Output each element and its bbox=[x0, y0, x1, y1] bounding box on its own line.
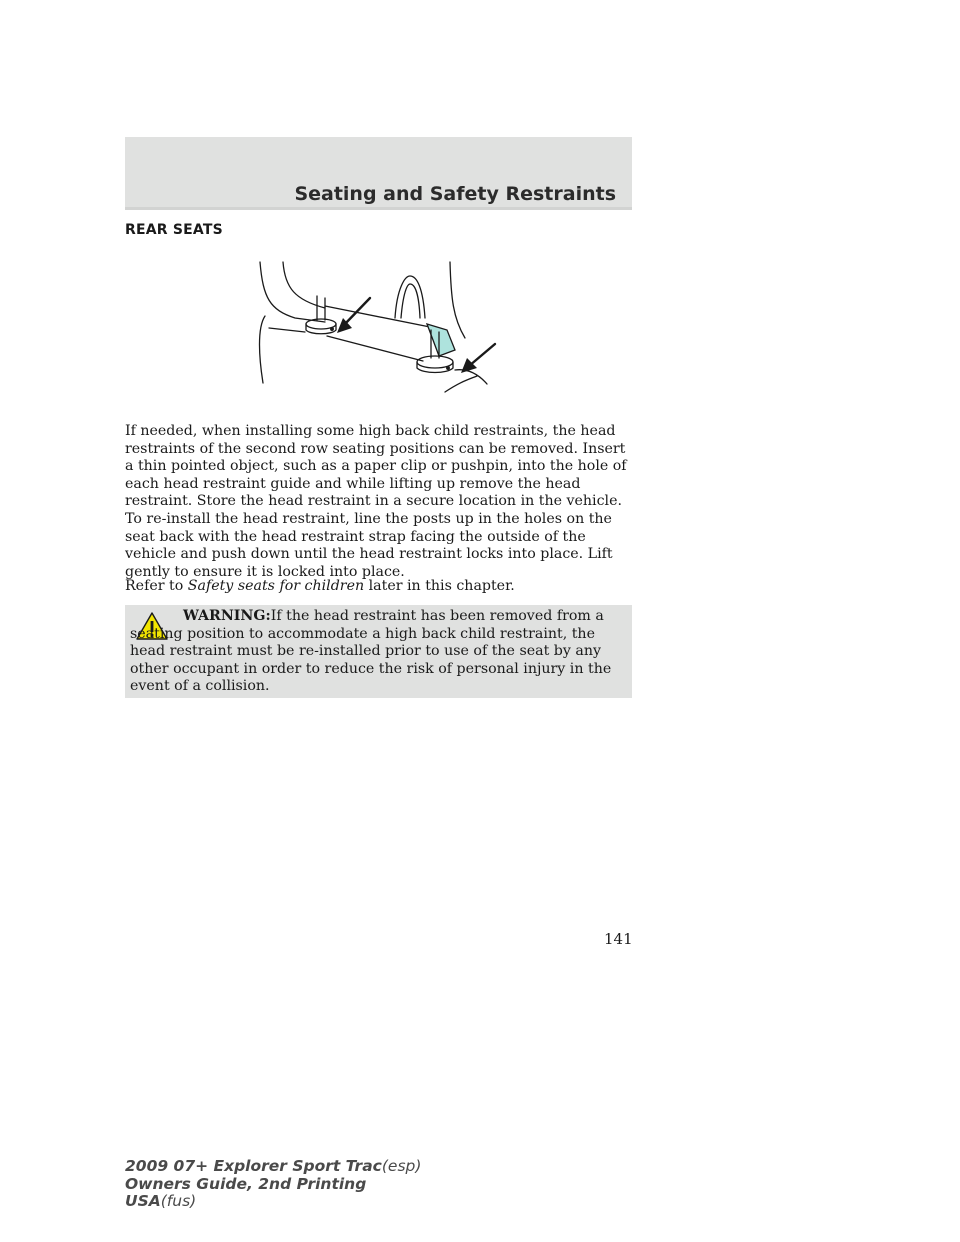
refer-suffix: later in this chapter. bbox=[368, 578, 515, 594]
refer-paragraph bbox=[125, 578, 635, 596]
warning-body: If the head restraint has been removed from a seating position to accommodate a high back child restraint, the head restraint must be re-installed prior to use of the seat by any other occupant in order to reduce the risk of personal injury in the event of a collision. bbox=[130, 608, 612, 695]
footer-edition: Owners Guide, 2nd Printing bbox=[125, 1174, 367, 1193]
footer-model-code: (esp) bbox=[381, 1157, 422, 1175]
page-number: 141 bbox=[604, 930, 633, 948]
warning-label: WARNING: bbox=[183, 608, 271, 624]
head-restraint-illustration bbox=[255, 258, 505, 398]
section-heading: REAR SEATS bbox=[125, 222, 223, 238]
footer-market-code: (fus) bbox=[160, 1192, 197, 1210]
warning-text bbox=[130, 608, 630, 696]
chapter-title: Seating and Safety Restraints bbox=[294, 183, 616, 205]
body-paragraph: If needed, when installing some high back child restraints, the head restraints of the second row seating positions can be removed. Insert a thin pointed object, such as a paper clip or pushpin, into the hole of each head restraint guide and while lifting up remove the head restraint. Store the head restraint in a secure location in the vehicle. To re-install the head restraint, line the posts up in the holes on the seat back with the head restraint strap facing the outside of the vehicle and push down until the head restraint locks into place. Lift gently to ensure it is locked into place. bbox=[125, 423, 627, 580]
refer-link: Safety seats for children bbox=[187, 578, 365, 594]
refer-prefix: Refer to bbox=[125, 578, 184, 594]
document-footer bbox=[125, 1158, 421, 1211]
warning-box bbox=[125, 605, 632, 698]
footer-model: 2009 07+ Explorer Sport Trac bbox=[125, 1157, 382, 1175]
footer-market: USA bbox=[125, 1192, 161, 1210]
page-header bbox=[125, 137, 632, 210]
